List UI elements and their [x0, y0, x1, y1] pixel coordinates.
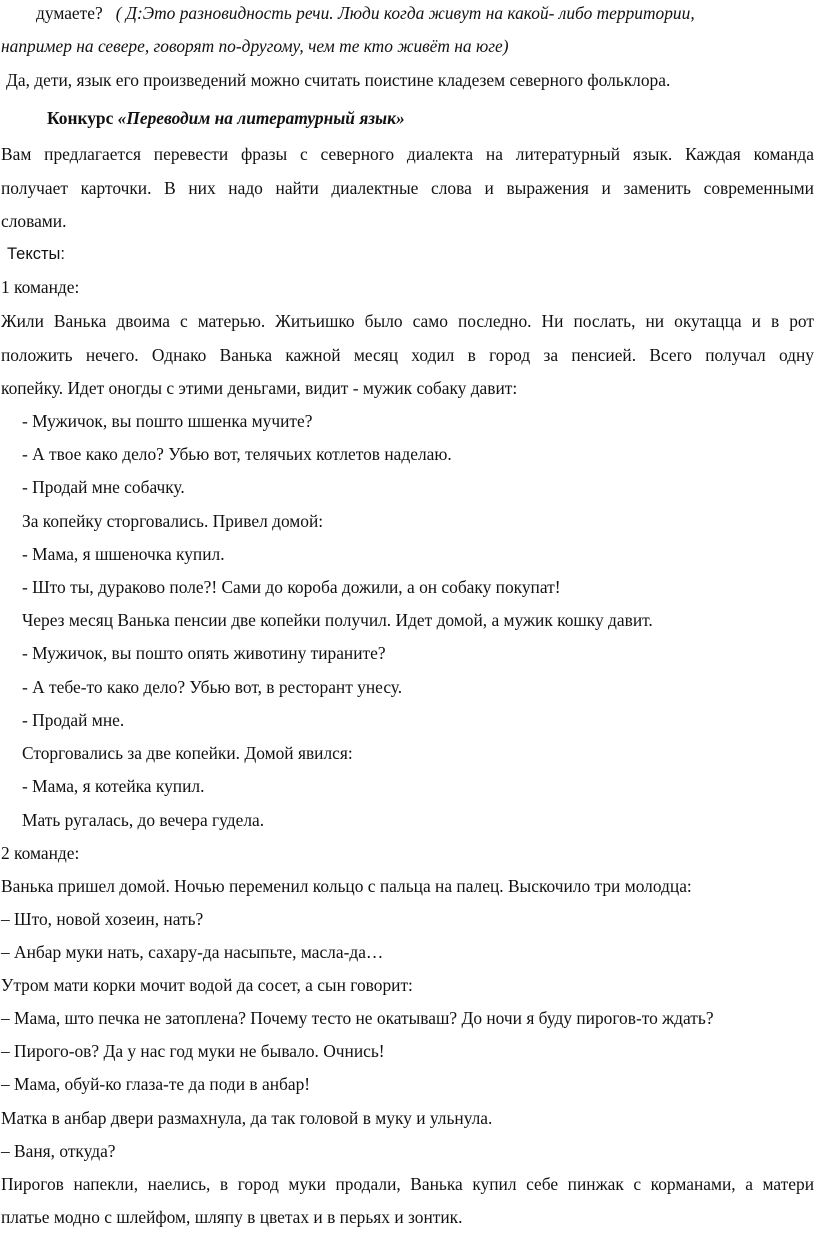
team1-line-4: За копейку сторговались. Привел домой: [22, 511, 324, 531]
team2-line-5: – Мама, што печка не затоплена? Почему тесто не окатываш? До ночи я буду пирогов-то ждать? [1, 1008, 714, 1028]
team1-line-1: - Мужичок, вы пошто шшенка мучите? [22, 411, 313, 431]
team2-line-2: – Што, новой хозеин, нать? [1, 909, 204, 929]
team1-line-10: - Продай мне. [22, 710, 125, 730]
team1-paragraph-1: Жили Ванька двоима с матерью. Житьишко было само последно. Ни послать, ни окутацца и в рот [1, 311, 814, 331]
team2-line-9: – Ваня, откуда? [1, 1141, 116, 1161]
team2-line-11: платье модно с шлейфом, шляпу в цветах и в перьях и зонтик. [1, 1207, 463, 1227]
team1-line-3: - Продай мне собачку. [22, 477, 185, 497]
team1-line-12: - Мама, я котейка купил. [22, 776, 205, 796]
team1-line-7: Через месяц Ванька пенсии две копейки получил. Идет домой, а мужик кошку давит. [22, 610, 653, 630]
intro-question-line [36, 0, 695, 30]
intro-answer-italic-1: ( Д:Это разновидность речи. Люди когда живут на какой- либо территории, [115, 3, 695, 23]
team1-line-8: - Мужичок, вы пошто опять животину тираните? [22, 643, 386, 663]
team1-line-11: Сторговались за две копейки. Домой явился: [22, 743, 353, 763]
contest-desc-3: словами. [1, 211, 67, 231]
contest-heading [47, 102, 405, 135]
team2-line-8: Матка в анбар двери размахнула, да так головой в муку и ульнула. [1, 1108, 493, 1128]
intro-question-start: думаете? [36, 3, 103, 23]
team2-line-1: Ванька пришел домой. Ночью переменил кольцо с пальца на палец. Выскочило три молодца: [1, 876, 692, 896]
team2-line-4: Утром мати корки мочит водой да сосет, а сын говорит: [1, 975, 413, 995]
team2-line-7: – Мама, обуй-ко глаза-те да поди в анбар! [1, 1074, 311, 1094]
contest-title: «Переводим на литературный язык» [117, 108, 405, 128]
team1-paragraph-3: копейку. Идет оногды с этими деньгами, видит - мужик собаку давит: [1, 378, 518, 398]
contest-desc-2: получает карточки. В них надо найти диалектные слова и выражения и заменить современными [1, 178, 814, 198]
contest-desc-1: Вам предлагается перевести фразы с северного диалекта на литературный язык. Каждая команда [1, 144, 814, 164]
team2-line-10: Пирогов напекли, наелись, в город муки продали, Ванька купил себе пинжак с корманами, а матери [1, 1174, 814, 1194]
team2-heading: 2 команде: [1, 843, 80, 863]
team1-paragraph-2: положить нечего. Однако Ванька кажной месяц ходил в город за пенсией. Всего получал одну [1, 345, 814, 365]
team2-line-3: – Анбар муки нать, сахару-да насыпьте, масла-да… [1, 942, 384, 962]
team1-line-9: - А тебе-то како дело? Убью вот, в ресторант унесу. [22, 677, 403, 697]
team1-heading: 1 команде: [1, 277, 80, 297]
team1-line-13: Мать ругалась, до вечера гудела. [22, 810, 265, 830]
texts-label: Тексты: [7, 245, 65, 263]
team1-line-5: - Мама, я шшеночка купил. [22, 544, 225, 564]
team2-line-6: – Пирого-ов? Да у нас год муки не бывало. Очнись! [1, 1041, 385, 1061]
team1-line-6: - Што ты, дураково поле?! Сами до короба дожили, а он собаку покупат! [22, 577, 561, 597]
contest-label: Конкурс [47, 108, 118, 128]
intro-answer-italic-2: например на севере, говорят по-другому, чем те кто живёт на юге) [1, 36, 509, 56]
teacher-remark: Да, дети, язык его произведений можно считать поистине кладезем северного фольклора. [6, 70, 671, 90]
team1-line-2: - А твое како дело? Убью вот, телячьих котлетов наделаю. [22, 444, 452, 464]
